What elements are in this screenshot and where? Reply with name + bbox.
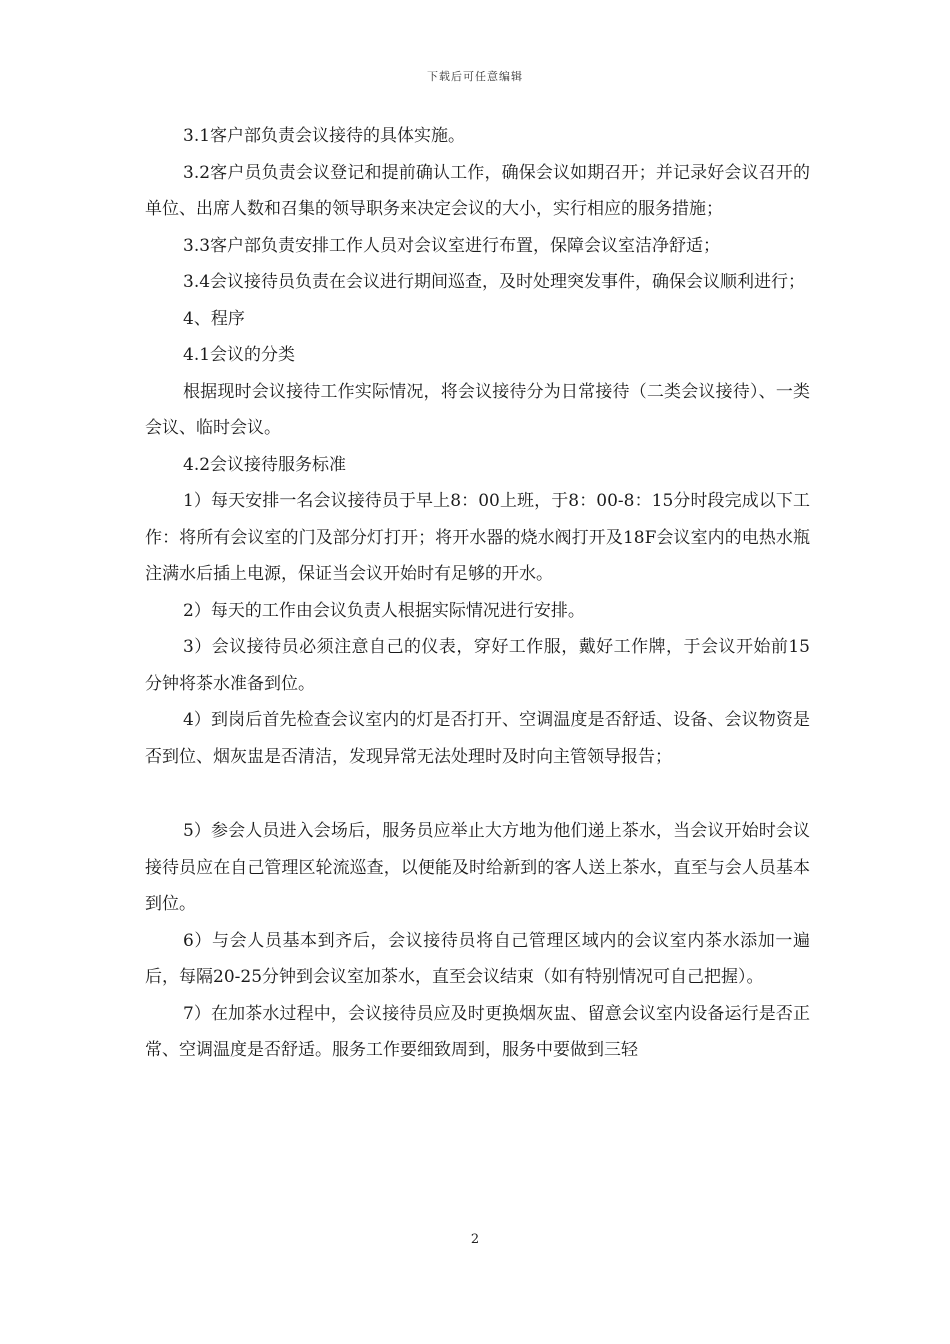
list-item-3: 3）会议接待员必须注意自己的仪表，穿好工作服，戴好工作牌，于会议开始前15分钟将茶水准备到位。 bbox=[145, 637, 810, 694]
paragraph-3-2: 3.2客户员负责会议登记和提前确认工作，确保会议如期召开；并记录好会议召开的单位、出席人数和召集的领导职务来决定会议的大小，实行相应的服务措施； bbox=[145, 162, 810, 219]
list-item-2: 2）每天的工作由会议负责人根据实际情况进行安排。 bbox=[183, 600, 585, 621]
paragraph-3-1: 3.1客户部负责会议接待的具体实施。 bbox=[183, 126, 466, 146]
section-heading-procedure: 4、程序 bbox=[183, 308, 245, 329]
page-number: 2 bbox=[470, 1232, 480, 1247]
blank-line bbox=[145, 775, 810, 813]
list-item-5: 5）参会人员进入会场后，服务员应举止大方地为他们递上茶水，当会议开始时会议接待员应在自己管理区轮流巡查，以便能及时给新到的客人送上茶水，直至与会人员基本到位。 bbox=[145, 821, 810, 914]
list-item-4: 4）到岗后首先检查会议室内的灯是否打开、空调温度是否舒适、设备、会议物资是否到位、烟灰盅是否清洁，发现异常无法处理时及时向主管领导报告； bbox=[145, 710, 810, 767]
paragraph-3-4: 3.4会议接待员负责在会议进行期间巡查，及时处理突发事件，确保会议顺利进行； bbox=[183, 272, 806, 292]
list-item-1: 1）每天安排一名会议接待员于早上8：00上班，于8：00-8：15分时段完成以下工作：将所有会议室的门及部分灯打开；将开水器的烧水阀打开及18F会议室内的电热水瓶注满水后插上电源，保证当会议开始时有足够的开水。 bbox=[145, 491, 810, 584]
list-item-7: 7）在加茶水过程中，会议接待员应及时更换烟灰盅、留意会议室内设备运行是否正常、空调温度是否舒适。服务工作要细致周到，服务中要做到三轻 bbox=[145, 1003, 810, 1060]
paragraph-3-3: 3.3客户部负责安排工作人员对会议室进行布置，保障会议室洁净舒适； bbox=[183, 235, 721, 256]
list-item-6: 6）与会人员基本到齐后，会议接待员将自己管理区域内的会议室内茶水添加一遍后，每隔20-25分钟到会议室加茶水，直至会议结束（如有特别情况可自己把握）。 bbox=[145, 930, 810, 987]
document-body bbox=[145, 118, 810, 1069]
page-header: 下载后可任意编辑 bbox=[427, 70, 523, 83]
subheading-meeting-classification: 4.1会议的分类 bbox=[183, 345, 296, 365]
subheading-service-standard: 4.2会议接待服务标准 bbox=[183, 454, 347, 475]
paragraph-classification: 根据现时会议接待工作实际情况，将会议接待分为日常接待（二类会议接待）、一类会议、临时会议。 bbox=[145, 381, 810, 438]
